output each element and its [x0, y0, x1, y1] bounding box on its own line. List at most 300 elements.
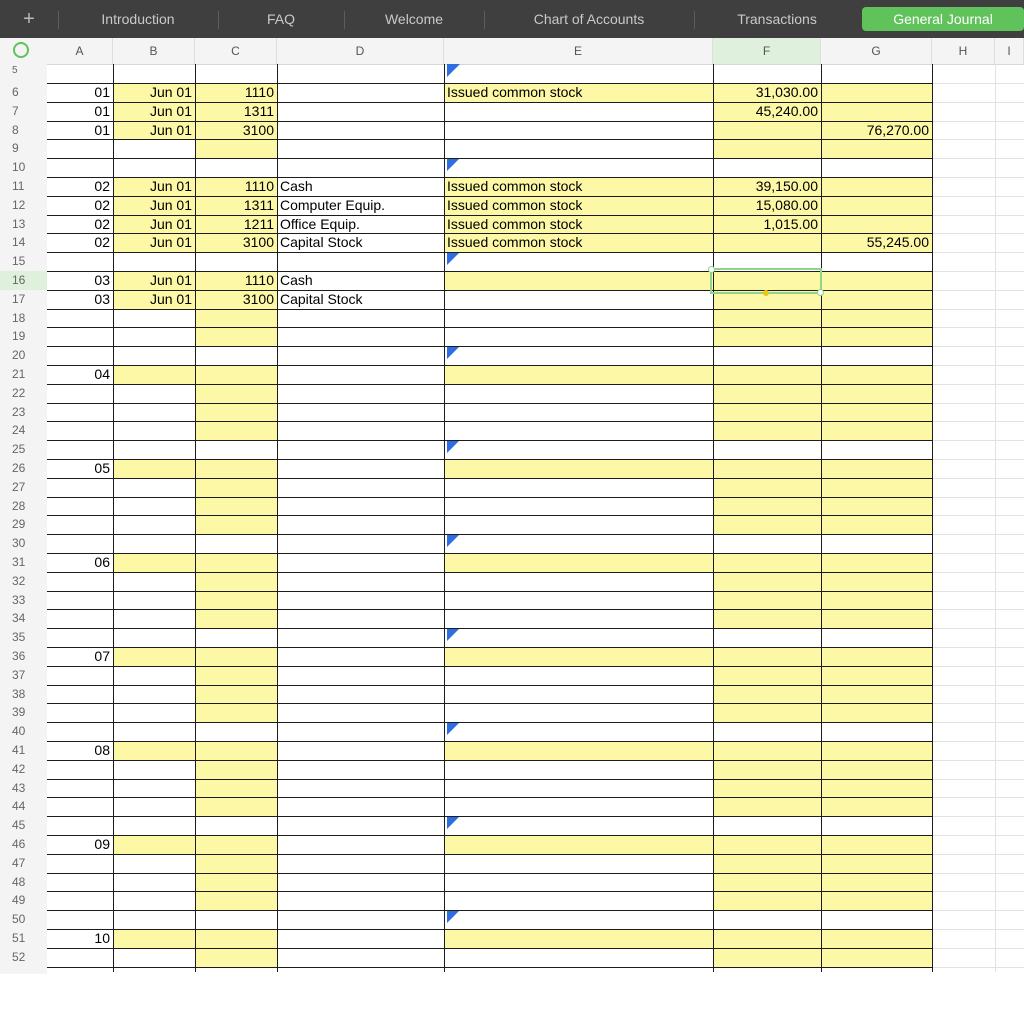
gridline [932, 760, 1024, 761]
input-cell-c-22[interactable] [195, 384, 277, 403]
row-header-28[interactable]: 28 [12, 498, 26, 513]
row-header-37[interactable]: 37 [12, 667, 26, 682]
tab-welcome[interactable]: Welcome [384, 11, 444, 27]
gridline [932, 83, 1024, 84]
row-header-38[interactable]: 38 [12, 686, 26, 701]
gridline [932, 271, 1024, 272]
row-header-41[interactable]: 41 [12, 743, 26, 757]
column-header-b[interactable]: B [113, 38, 195, 64]
gridline [932, 290, 1024, 291]
row-border [47, 515, 932, 516]
input-cell-g-17[interactable] [821, 290, 932, 309]
cell-e-14[interactable]: Issued common stock [447, 234, 583, 251]
row-header-46[interactable]: 46 [12, 837, 26, 851]
input-cell-f-41[interactable] [713, 741, 821, 760]
input-cell-f-24[interactable] [713, 421, 821, 440]
cell-e-11[interactable]: Issued common stock [447, 178, 583, 194]
input-cell-f-37[interactable] [713, 666, 821, 685]
row-border [47, 534, 932, 535]
row-border [47, 609, 932, 610]
row-header-32[interactable]: 32 [12, 573, 26, 588]
input-cell-c-29[interactable] [195, 515, 277, 534]
row-border [47, 346, 932, 347]
comment-flag-icon[interactable] [447, 346, 460, 359]
cell-b-12[interactable]: Jun 01 [149, 196, 192, 213]
row-header-22[interactable]: 22 [12, 385, 26, 400]
input-cell-g-43[interactable] [821, 779, 932, 798]
input-cell-f-46[interactable] [713, 835, 821, 854]
gridline [932, 779, 1024, 780]
input-cell-g-7[interactable] [821, 102, 932, 121]
input-cell-e-26[interactable] [444, 459, 713, 478]
cell-a-16[interactable]: 03 [94, 272, 110, 288]
comment-flag-icon[interactable] [447, 534, 460, 547]
input-cell-c-37[interactable] [195, 666, 277, 685]
row-border [47, 497, 932, 498]
input-cell-f-8[interactable] [713, 121, 821, 140]
input-cell-c-19[interactable] [195, 327, 277, 346]
input-cell-g-37[interactable] [821, 666, 932, 685]
row-header-25[interactable]: 25 [12, 442, 26, 457]
tab-transactions[interactable]: Transactions [737, 11, 817, 27]
row-header-9[interactable]: 9 [12, 141, 19, 156]
input-cell-c-38[interactable] [195, 685, 277, 704]
comment-flag-icon[interactable] [447, 816, 460, 829]
row-header-45[interactable]: 45 [12, 818, 26, 833]
row-header-24[interactable]: 24 [12, 423, 26, 438]
row-header-33[interactable]: 33 [12, 592, 26, 607]
row-border [47, 685, 932, 686]
input-cell-g-9[interactable] [821, 139, 932, 158]
cell-g-14[interactable]: 55,245.00 [866, 234, 929, 251]
row-header-31[interactable]: 31 [12, 555, 26, 569]
input-cell-g-39[interactable] [821, 703, 932, 722]
gridline [932, 685, 1024, 686]
column-header-c[interactable]: C [195, 38, 277, 64]
row-border [47, 591, 932, 592]
cell-b-13[interactable]: Jun 01 [149, 215, 192, 232]
input-cell-g-34[interactable] [821, 609, 932, 628]
input-cell-e-51[interactable] [444, 929, 713, 948]
cell-a-7[interactable]: 01 [94, 102, 110, 119]
input-cell-c-46[interactable] [195, 835, 277, 854]
input-cell-g-22[interactable] [821, 384, 932, 403]
cell-b-14[interactable]: Jun 01 [149, 234, 192, 251]
cell-g-8[interactable]: 76,270.00 [866, 121, 929, 138]
input-cell-f-27[interactable] [713, 478, 821, 497]
row-header-13[interactable]: 13 [12, 216, 26, 231]
cell-c-12[interactable]: 1311 [243, 196, 274, 213]
gridline [932, 478, 1024, 479]
column-header-e[interactable]: E [444, 38, 713, 64]
input-cell-g-42[interactable] [821, 760, 932, 779]
input-cell-g-49[interactable] [821, 891, 932, 910]
gridline [932, 515, 1024, 516]
row-header-34[interactable]: 34 [12, 611, 26, 626]
column-header-h[interactable]: H [932, 38, 995, 64]
gridline [932, 440, 1024, 441]
input-cell-b-46[interactable] [113, 835, 195, 854]
input-cell-f-49[interactable] [713, 891, 821, 910]
cell-a-21[interactable]: 04 [94, 366, 110, 382]
row-border [47, 384, 932, 385]
cell-b-7[interactable]: Jun 01 [149, 102, 192, 119]
cell-a-6[interactable]: 01 [94, 84, 110, 100]
selection-handle[interactable] [708, 266, 715, 273]
input-cell-f-22[interactable] [713, 384, 821, 403]
selected-cell[interactable] [710, 268, 822, 294]
input-cell-f-29[interactable] [713, 515, 821, 534]
comment-flag-icon[interactable] [447, 440, 460, 453]
row-header-30[interactable]: 30 [12, 536, 26, 551]
cell-c-17[interactable]: 3100 [242, 290, 274, 307]
cell-f-12[interactable]: 15,080.00 [755, 196, 818, 213]
row-border [47, 779, 932, 780]
input-cell-f-18[interactable] [713, 309, 821, 328]
input-cell-c-52[interactable] [195, 948, 277, 967]
input-cell-c-21[interactable] [195, 365, 277, 384]
input-cell-f-52[interactable] [713, 948, 821, 967]
input-cell-c-28[interactable] [195, 497, 277, 516]
input-cell-g-16[interactable] [821, 271, 932, 290]
comment-flag-icon[interactable] [447, 158, 460, 171]
input-cell-g-46[interactable] [821, 835, 932, 854]
cell-c-16[interactable]: 1110 [244, 272, 274, 288]
cell-c-7[interactable]: 1311 [243, 102, 274, 119]
cell-d-13[interactable]: Office Equip. [280, 215, 360, 232]
input-cell-f-9[interactable] [713, 139, 821, 158]
cell-f-7[interactable]: 45,240.00 [755, 102, 818, 119]
input-cell-f-48[interactable] [713, 873, 821, 892]
input-cell-f-39[interactable] [713, 703, 821, 722]
cell-a-11[interactable]: 02 [94, 178, 110, 194]
input-cell-g-12[interactable] [821, 196, 932, 215]
input-cell-f-28[interactable] [713, 497, 821, 516]
cell-d-17[interactable]: Capital Stock [280, 290, 363, 307]
input-cell-e-16[interactable] [444, 271, 713, 290]
gridline [932, 666, 1024, 667]
input-cell-g-36[interactable] [821, 647, 932, 666]
fill-handle[interactable] [763, 290, 769, 296]
cell-a-14[interactable]: 02 [94, 234, 110, 251]
row-header-16[interactable]: 16 [0, 271, 47, 290]
row-header-10[interactable]: 10 [12, 160, 26, 175]
input-cell-g-24[interactable] [821, 421, 932, 440]
selection-handle[interactable] [817, 289, 824, 296]
row-header-19[interactable]: 19 [12, 329, 26, 344]
gridline [932, 327, 1024, 328]
gridline [932, 910, 1024, 911]
row-border [47, 421, 932, 422]
gridline [932, 233, 1024, 234]
tab-chart-of-accounts[interactable]: Chart of Accounts [533, 11, 645, 27]
row-border [47, 948, 932, 949]
input-cell-c-36[interactable] [195, 647, 277, 666]
row-header-51[interactable]: 51 [12, 931, 26, 945]
input-cell-f-31[interactable] [713, 553, 821, 572]
input-cell-c-27[interactable] [195, 478, 277, 497]
tab-faq[interactable]: FAQ [266, 11, 295, 27]
row-border [47, 628, 932, 629]
row-border [47, 910, 932, 911]
input-cell-g-44[interactable] [821, 797, 932, 816]
cell-a-13[interactable]: 02 [94, 215, 110, 232]
row-header-43[interactable]: 43 [12, 780, 26, 795]
gridline [932, 309, 1024, 310]
input-cell-f-21[interactable] [713, 365, 821, 384]
row-header-21[interactable]: 21 [12, 367, 26, 381]
input-cell-c-33[interactable] [195, 591, 277, 610]
cell-b-11[interactable]: Jun 01 [149, 178, 192, 194]
input-cell-f-47[interactable] [713, 854, 821, 873]
row-border [47, 365, 932, 366]
gridline [932, 252, 1024, 253]
cell-d-11[interactable]: Cash [280, 178, 313, 194]
row-header-15[interactable]: 15 [12, 254, 26, 269]
add-sheet-button[interactable]: + [23, 8, 35, 30]
comment-flag-icon[interactable] [447, 910, 460, 923]
cell-f-13[interactable]: 1,015.00 [763, 215, 818, 232]
row-border [47, 797, 932, 798]
input-cell-g-13[interactable] [821, 215, 932, 234]
gridline [932, 891, 1024, 892]
input-cell-f-38[interactable] [713, 685, 821, 704]
input-cell-b-31[interactable] [113, 553, 195, 572]
row-border [47, 722, 932, 723]
cell-d-16[interactable]: Cash [280, 272, 313, 288]
row-header-39[interactable]: 39 [12, 705, 26, 720]
input-cell-c-18[interactable] [195, 309, 277, 328]
input-cell-f-44[interactable] [713, 797, 821, 816]
comment-flag-icon[interactable] [447, 628, 460, 641]
input-cell-c-51[interactable] [195, 929, 277, 948]
row-header-7[interactable]: 7 [12, 103, 19, 118]
input-cell-f-43[interactable] [713, 779, 821, 798]
input-cell-e-21[interactable] [444, 365, 713, 384]
input-cell-e-41[interactable] [444, 741, 713, 760]
input-cell-c-39[interactable] [195, 703, 277, 722]
input-cell-e-46[interactable] [444, 835, 713, 854]
input-cell-g-23[interactable] [821, 403, 932, 422]
input-cell-g-6[interactable] [821, 83, 932, 102]
cell-e-13[interactable]: Issued common stock [447, 215, 583, 232]
input-cell-b-26[interactable] [113, 459, 195, 478]
row-border [47, 854, 932, 855]
column-header-d[interactable]: D [277, 38, 444, 64]
input-cell-g-26[interactable] [821, 459, 932, 478]
input-cell-g-28[interactable] [821, 497, 932, 516]
input-cell-g-29[interactable] [821, 515, 932, 534]
row-border [47, 929, 932, 930]
row-header-29[interactable]: 29 [12, 517, 26, 532]
row-header-35[interactable]: 35 [12, 630, 26, 645]
input-cell-c-26[interactable] [195, 459, 277, 478]
input-cell-g-51[interactable] [821, 929, 932, 948]
cell-a-12[interactable]: 02 [94, 196, 110, 213]
gridline [932, 929, 1024, 930]
input-cell-f-33[interactable] [713, 591, 821, 610]
input-cell-f-36[interactable] [713, 647, 821, 666]
row-header-6[interactable]: 6 [12, 85, 19, 99]
input-cell-g-47[interactable] [821, 854, 932, 873]
row-header-23[interactable]: 23 [12, 404, 26, 419]
cell-c-14[interactable]: 3100 [242, 234, 274, 251]
input-cell-b-21[interactable] [113, 365, 195, 384]
comment-flag-icon[interactable] [447, 252, 460, 265]
column-header-a[interactable]: A [47, 38, 113, 64]
input-cell-g-31[interactable] [821, 553, 932, 572]
input-cell-c-32[interactable] [195, 572, 277, 591]
input-cell-b-36[interactable] [113, 647, 195, 666]
cell-e-6[interactable]: Issued common stock [447, 84, 583, 100]
input-cell-f-51[interactable] [713, 929, 821, 948]
row-header-52[interactable]: 52 [12, 949, 26, 964]
gridline [932, 873, 1024, 874]
input-cell-g-27[interactable] [821, 478, 932, 497]
cell-c-6[interactable]: 1110 [244, 84, 274, 100]
gridline [932, 591, 1024, 592]
sheet-tab-bar [0, 0, 1024, 38]
row-header-18[interactable]: 18 [12, 310, 26, 325]
row-border [47, 666, 932, 667]
gridline [932, 967, 1024, 968]
gridline [932, 121, 1024, 122]
input-cell-c-44[interactable] [195, 797, 277, 816]
input-cell-c-47[interactable] [195, 854, 277, 873]
input-cell-c-34[interactable] [195, 609, 277, 628]
input-cell-g-48[interactable] [821, 873, 932, 892]
input-cell-f-32[interactable] [713, 572, 821, 591]
input-cell-f-14[interactable] [713, 233, 821, 252]
row-border [47, 572, 932, 573]
input-cell-c-41[interactable] [195, 741, 277, 760]
input-cell-f-19[interactable] [713, 327, 821, 346]
input-cell-g-41[interactable] [821, 741, 932, 760]
input-cell-f-26[interactable] [713, 459, 821, 478]
cell-a-46[interactable]: 09 [94, 836, 110, 852]
row-border [47, 440, 932, 441]
input-cell-c-23[interactable] [195, 403, 277, 422]
input-cell-c-42[interactable] [195, 760, 277, 779]
input-cell-g-11[interactable] [821, 177, 932, 196]
cell-a-51[interactable]: 10 [94, 930, 110, 946]
cell-a-17[interactable]: 03 [94, 290, 110, 307]
gridline [995, 64, 996, 972]
row-border [47, 158, 932, 159]
input-cell-b-51[interactable] [113, 929, 195, 948]
input-cell-f-23[interactable] [713, 403, 821, 422]
row-header-49[interactable]: 49 [12, 893, 26, 908]
gridline [932, 948, 1024, 949]
row-header-36[interactable]: 36 [12, 649, 26, 663]
cell-f-6[interactable]: 31,030.00 [755, 84, 818, 100]
select-all-button[interactable] [0, 38, 47, 64]
row-header-26[interactable]: 26 [12, 461, 26, 475]
cell-b-17[interactable]: Jun 01 [149, 290, 192, 307]
row-header-42[interactable]: 42 [12, 761, 26, 776]
cell-d-14[interactable]: Capital Stock [280, 234, 363, 251]
row-header-20[interactable]: 20 [12, 348, 26, 363]
row-header-47[interactable]: 47 [12, 855, 26, 870]
cell-b-8[interactable]: Jun 01 [149, 121, 192, 138]
input-cell-c-48[interactable] [195, 873, 277, 892]
cell-f-11[interactable]: 39,150.00 [755, 178, 818, 194]
row-border [47, 873, 932, 874]
cell-a-41[interactable]: 08 [94, 742, 110, 758]
row-header-14[interactable]: 14 [12, 235, 26, 250]
input-cell-g-32[interactable] [821, 572, 932, 591]
cell-c-11[interactable]: 1110 [244, 178, 274, 194]
column-header-g[interactable]: G [821, 38, 932, 64]
row-header-50[interactable]: 50 [12, 912, 26, 927]
row-header-40[interactable]: 40 [12, 724, 26, 739]
spreadsheet-grid[interactable] [47, 64, 1024, 972]
cell-e-12[interactable]: Issued common stock [447, 196, 583, 213]
input-cell-e-31[interactable] [444, 553, 713, 572]
input-cell-e-36[interactable] [444, 647, 713, 666]
gridline [932, 215, 1024, 216]
row-header-44[interactable]: 44 [12, 799, 26, 814]
row-header-48[interactable]: 48 [12, 874, 26, 889]
row-header-12[interactable]: 12 [12, 197, 26, 212]
cell-b-6[interactable]: Jun 01 [149, 84, 192, 100]
input-cell-c-9[interactable] [195, 139, 277, 158]
gridline [932, 139, 1024, 140]
comment-flag-icon[interactable] [447, 722, 460, 735]
row-header-27[interactable]: 27 [12, 479, 26, 494]
row-border [47, 459, 932, 460]
cell-a-31[interactable]: 06 [94, 554, 110, 570]
row-header-8[interactable]: 8 [12, 122, 19, 137]
input-cell-g-21[interactable] [821, 365, 932, 384]
cell-a-26[interactable]: 05 [94, 460, 110, 476]
tab-introduction[interactable]: Introduction [101, 11, 175, 27]
cell-a-8[interactable]: 01 [94, 121, 110, 138]
gridline [932, 158, 1024, 159]
input-cell-b-41[interactable] [113, 741, 195, 760]
gridline [932, 497, 1024, 498]
input-cell-g-33[interactable] [821, 591, 932, 610]
gridline [932, 346, 1024, 347]
column-border [821, 64, 822, 972]
cell-c-8[interactable]: 3100 [242, 121, 274, 138]
input-cell-f-34[interactable] [713, 609, 821, 628]
column-header-i[interactable]: I [995, 38, 1024, 64]
input-cell-c-24[interactable] [195, 421, 277, 440]
gridline [932, 384, 1024, 385]
input-cell-g-52[interactable] [821, 948, 932, 967]
cell-d-12[interactable]: Computer Equip. [280, 196, 386, 213]
input-cell-g-18[interactable] [821, 309, 932, 328]
input-cell-c-43[interactable] [195, 779, 277, 798]
cell-a-36[interactable]: 07 [94, 648, 110, 664]
comment-flag-icon[interactable] [447, 64, 460, 77]
input-cell-f-42[interactable] [713, 760, 821, 779]
cell-c-13[interactable]: 1211 [243, 215, 274, 232]
cell-b-16[interactable]: Jun 01 [149, 272, 192, 288]
input-cell-g-38[interactable] [821, 685, 932, 704]
input-cell-c-31[interactable] [195, 553, 277, 572]
input-cell-g-19[interactable] [821, 327, 932, 346]
row-header-bar [0, 64, 47, 974]
row-header-11[interactable]: 11 [12, 179, 25, 193]
row-border [47, 967, 932, 968]
input-cell-c-49[interactable] [195, 891, 277, 910]
column-header-f[interactable]: F [713, 38, 821, 64]
tab-general-journal[interactable]: General Journal [862, 7, 1024, 31]
row-header-17[interactable]: 17 [12, 291, 26, 306]
row-border [47, 647, 932, 648]
